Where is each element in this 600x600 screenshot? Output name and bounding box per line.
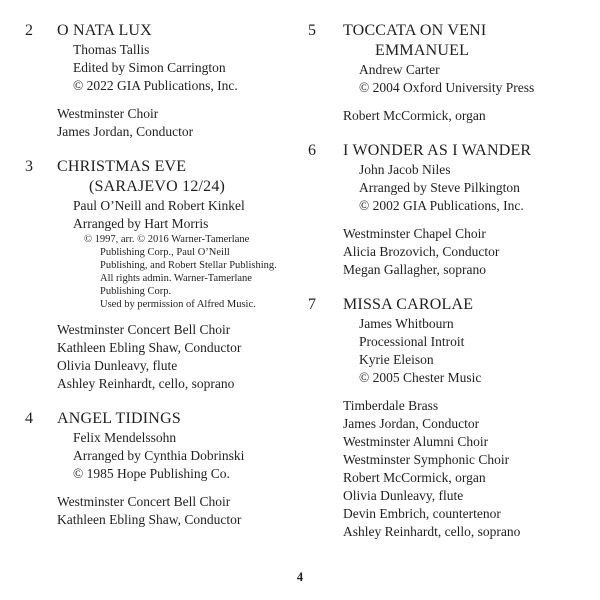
credit-line: Andrew Carter — [359, 62, 440, 77]
performer-line: James Jordan, Conductor — [343, 416, 480, 431]
performer-line: Ashley Reinhardt, cello, soprano — [343, 524, 521, 539]
track-performers — [57, 105, 299, 141]
credit-line: Paul O’Neill and Robert Kinkel — [73, 198, 245, 213]
track-title — [57, 21, 299, 41]
track-title-line: ANGEL TIDINGS — [57, 410, 181, 427]
fine-print-line: All rights admin. Warner-Tamerlane — [100, 273, 252, 284]
track-number: 2 — [25, 22, 33, 39]
track-number: 7 — [308, 296, 316, 313]
performer-line: Westminster Symphonic Choir — [343, 452, 510, 467]
page-number: 4 — [296, 570, 304, 584]
track-performers — [343, 107, 590, 125]
credit-line: © 2004 Oxford University Press — [359, 80, 535, 95]
track-credits — [343, 61, 590, 97]
track-title-line: EMMANUEL — [375, 42, 470, 59]
track-credits — [57, 429, 299, 483]
track-entry — [308, 21, 590, 125]
credit-line: © 2022 GIA Publications, Inc. — [73, 78, 238, 93]
track-performers — [57, 493, 299, 529]
track-credits — [343, 315, 590, 387]
fine-print-line: Used by permission of Alfred Music. — [100, 299, 256, 310]
credit-line: John Jacob Niles — [359, 162, 451, 177]
fine-print-line: © 1997, arr. © 2016 Warner-Tamerlane — [84, 234, 250, 245]
credit-line: Felix Mendelssohn — [73, 430, 177, 445]
track-performers — [57, 321, 299, 393]
track-entry — [308, 295, 590, 541]
track-title — [343, 21, 590, 61]
track-list-column-left — [25, 21, 299, 545]
credit-line: Processional Introit — [359, 334, 465, 349]
performer-line: Westminster Chapel Choir — [343, 226, 486, 241]
track-title-line: CHRISTMAS EVE — [57, 158, 187, 175]
track-body — [57, 157, 299, 393]
track-title — [343, 141, 590, 161]
track-title-line: TOCCATA ON VENI — [343, 22, 487, 39]
performer-line: Westminster Alumni Choir — [343, 434, 489, 449]
track-number: 5 — [308, 22, 316, 39]
performer-line: Kathleen Ebling Shaw, Conductor — [57, 340, 242, 355]
track-entry — [25, 409, 299, 529]
track-title — [57, 409, 299, 429]
track-performers — [343, 397, 590, 541]
performer-line: Robert McCormick, organ — [343, 108, 486, 123]
credit-line: Arranged by Steve Pilkington — [359, 180, 520, 195]
credit-line: Arranged by Hart Morris — [73, 216, 209, 231]
performer-line: Megan Gallagher, soprano — [343, 262, 487, 277]
track-credits — [57, 41, 299, 95]
performer-line: Westminster Concert Bell Choir — [57, 494, 231, 509]
track-number: 6 — [308, 142, 316, 159]
track-title — [343, 295, 590, 315]
track-fine-print — [57, 233, 299, 311]
track-title-line: MISSA CAROLAE — [343, 296, 474, 313]
track-number: 3 — [25, 158, 33, 175]
track-body — [57, 409, 299, 529]
performer-line: Kathleen Ebling Shaw, Conductor — [57, 512, 242, 527]
track-number: 4 — [25, 410, 33, 427]
credit-line: © 2005 Chester Music — [359, 370, 482, 385]
credit-line: Edited by Simon Carrington — [73, 60, 226, 75]
credit-line: Kyrie Eleison — [359, 352, 434, 367]
fine-print-line: Publishing, and Robert Stellar Publishing. — [100, 260, 277, 271]
track-performers — [343, 225, 590, 279]
credit-line: Arranged by Cynthia Dobrinski — [73, 448, 245, 463]
performer-line: Robert McCormick, organ — [343, 470, 486, 485]
performer-line: Westminster Choir — [57, 106, 159, 121]
performer-line: Timberdale Brass — [343, 398, 439, 413]
track-title — [57, 157, 299, 197]
track-title-line: I WONDER AS I WANDER — [343, 142, 532, 159]
performer-line: James Jordan, Conductor — [57, 124, 194, 139]
track-list-column-right — [308, 21, 590, 557]
performer-line: Alicia Brozovich, Conductor — [343, 244, 500, 259]
track-body — [343, 21, 590, 125]
credit-line: © 1985 Hope Publishing Co. — [73, 466, 230, 481]
performer-line: Olivia Dunleavy, flute — [57, 358, 178, 373]
track-body — [343, 295, 590, 541]
track-entry — [308, 141, 590, 279]
performer-line: Olivia Dunleavy, flute — [343, 488, 464, 503]
credit-line: James Whitbourn — [359, 316, 454, 331]
credit-line: Thomas Tallis — [73, 42, 150, 57]
track-title-line: O NATA LUX — [57, 22, 152, 39]
performer-line: Westminster Concert Bell Choir — [57, 322, 231, 337]
track-body — [57, 21, 299, 141]
fine-print-line: Publishing Corp. — [100, 286, 172, 297]
track-entry — [25, 21, 299, 141]
track-body — [343, 141, 590, 279]
track-credits — [57, 197, 299, 233]
performer-line: Ashley Reinhardt, cello, soprano — [57, 376, 235, 391]
fine-print-line: Publishing Corp., Paul O’Neill — [100, 247, 230, 258]
track-entry — [25, 157, 299, 393]
track-credits — [343, 161, 590, 215]
track-title-line: (SARAJEVO 12/24) — [89, 178, 226, 195]
performer-line: Devin Embrich, countertenor — [343, 506, 501, 521]
credit-line: © 2002 GIA Publications, Inc. — [359, 198, 524, 213]
